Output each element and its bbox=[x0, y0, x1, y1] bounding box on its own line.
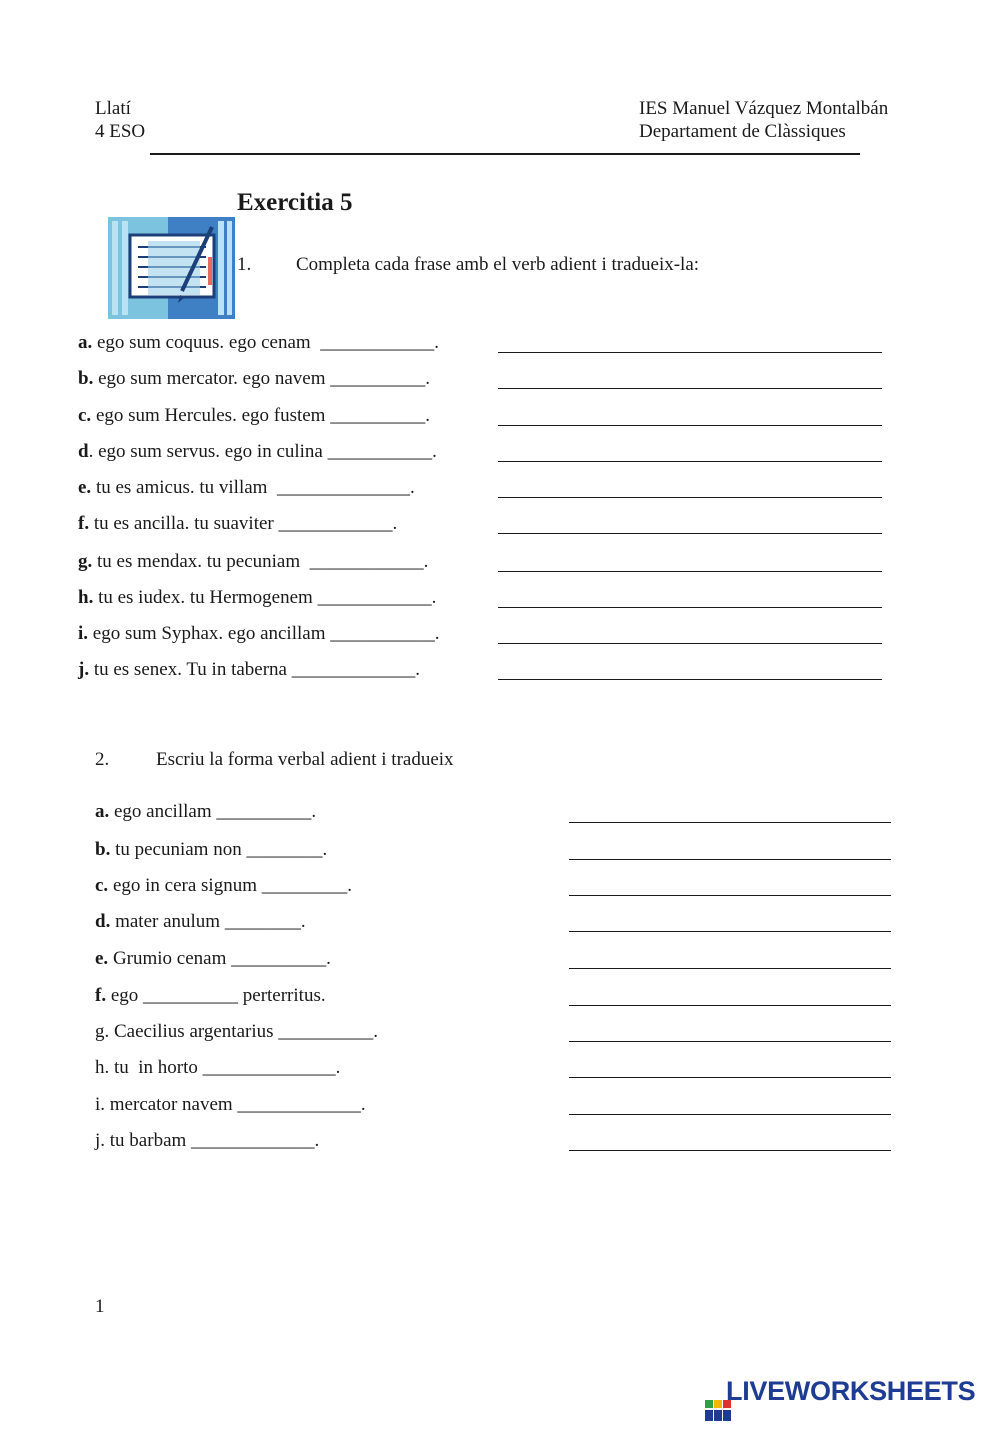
section-1-item bbox=[78, 623, 440, 645]
translation-line[interactable] bbox=[498, 571, 882, 572]
translation-line[interactable] bbox=[569, 1077, 891, 1078]
translation-line[interactable] bbox=[498, 461, 882, 462]
section-2-item bbox=[95, 948, 331, 970]
section-2-item bbox=[95, 985, 326, 1007]
section-2-item bbox=[95, 1021, 378, 1043]
translation-line[interactable] bbox=[498, 533, 882, 534]
translation-line[interactable] bbox=[498, 607, 882, 608]
translation-line[interactable] bbox=[498, 352, 882, 353]
item-sentence: ego in cera signum _________. bbox=[108, 875, 352, 896]
translation-line[interactable] bbox=[569, 859, 891, 860]
section-1-item bbox=[78, 513, 397, 535]
section-1-item bbox=[78, 551, 428, 573]
translation-line[interactable] bbox=[498, 388, 882, 389]
item-letter: b. bbox=[78, 368, 94, 389]
item-sentence: . ego sum servus. ego in culina ___________. bbox=[88, 441, 437, 462]
item-letter: c. bbox=[95, 875, 109, 896]
section-1-item bbox=[78, 405, 430, 427]
item-sentence: tu es senex. Tu in taberna _____________. bbox=[89, 659, 420, 680]
item-sentence: tu es amicus. tu villam ______________. bbox=[91, 477, 415, 498]
item-letter: g. bbox=[78, 551, 93, 572]
section-1-item bbox=[78, 332, 439, 354]
item-sentence: g. Caecilius argentarius __________. bbox=[95, 1021, 379, 1042]
item-sentence: ego sum Syphax. ego ancillam ___________. bbox=[88, 623, 440, 644]
item-sentence: h. tu in horto ______________. bbox=[95, 1057, 341, 1078]
notebook-pencil-icon bbox=[100, 199, 227, 301]
section-1-item bbox=[78, 368, 430, 390]
translation-line[interactable] bbox=[569, 931, 891, 932]
section-1-item bbox=[78, 441, 437, 463]
item-letter: e. bbox=[78, 477, 92, 498]
section-2-instruction: Escriu la forma verbal adient i tradueix bbox=[156, 749, 454, 770]
item-sentence: tu es mendax. tu pecuniam ____________. bbox=[92, 551, 429, 572]
translation-line[interactable] bbox=[569, 1005, 891, 1006]
translation-line[interactable] bbox=[498, 497, 882, 498]
school-name: IES Manuel Vázquez Montalbán bbox=[639, 98, 889, 119]
section-2-number: 2. bbox=[95, 749, 110, 770]
item-sentence: tu es iudex. tu Hermogenem ____________. bbox=[93, 587, 437, 608]
section-1-item bbox=[78, 659, 420, 681]
translation-line[interactable] bbox=[569, 895, 891, 896]
item-letter: h. bbox=[78, 587, 94, 608]
translation-line[interactable] bbox=[498, 679, 882, 680]
item-sentence: mater anulum ________. bbox=[110, 911, 306, 932]
item-sentence: ego sum coquus. ego cenam ____________. bbox=[92, 332, 439, 353]
section-1-instruction: Completa cada frase amb el verb adient i tradueix-la: bbox=[296, 254, 700, 275]
item-sentence: i. mercator navem _____________. bbox=[95, 1094, 366, 1115]
item-sentence: ego __________ perterritus. bbox=[106, 985, 326, 1006]
item-letter: c. bbox=[78, 405, 92, 426]
translation-line[interactable] bbox=[569, 1114, 891, 1115]
section-2-item bbox=[95, 911, 306, 933]
translation-line[interactable] bbox=[498, 643, 882, 644]
item-letter: j. bbox=[78, 659, 90, 680]
item-sentence: Grumio cenam __________. bbox=[108, 948, 331, 969]
exercise-title: Exercitia 5 bbox=[237, 189, 353, 216]
item-sentence: j. tu barbam _____________. bbox=[95, 1130, 320, 1151]
item-letter: f. bbox=[95, 985, 107, 1006]
item-letter: f. bbox=[78, 513, 90, 534]
item-sentence: ego sum Hercules. ego fustem __________. bbox=[91, 405, 430, 426]
translation-line[interactable] bbox=[569, 1041, 891, 1042]
subject-label: Llatí bbox=[95, 98, 131, 119]
page-number: 1 bbox=[95, 1296, 105, 1317]
header-rule bbox=[150, 153, 860, 155]
item-letter: a. bbox=[95, 801, 110, 822]
section-2-item bbox=[95, 839, 327, 861]
course-label: 4 ESO bbox=[95, 121, 146, 142]
section-1-item bbox=[78, 587, 436, 609]
liveworksheets-logo-icon bbox=[697, 1380, 725, 1406]
department-name: Departament de Clàssiques bbox=[639, 121, 846, 142]
item-letter: i. bbox=[78, 623, 89, 644]
section-2-item bbox=[95, 1094, 366, 1116]
item-sentence: ego sum mercator. ego navem __________. bbox=[93, 368, 430, 389]
item-letter: a. bbox=[78, 332, 93, 353]
section-1-item bbox=[78, 477, 415, 499]
section-2-item bbox=[95, 1130, 319, 1152]
section-2-item bbox=[95, 801, 316, 823]
item-sentence: tu es ancilla. tu suaviter ____________. bbox=[89, 513, 398, 534]
liveworksheets-brand[interactable]: LIVEWORKSHEETS bbox=[726, 1376, 976, 1406]
translation-line[interactable] bbox=[569, 822, 891, 823]
translation-line[interactable] bbox=[569, 968, 891, 969]
item-sentence: ego ancillam __________. bbox=[109, 801, 317, 822]
item-letter: b. bbox=[95, 839, 111, 860]
translation-line[interactable] bbox=[498, 425, 882, 426]
section-2-item bbox=[95, 1057, 340, 1079]
item-letter: d bbox=[78, 441, 89, 462]
item-letter: e. bbox=[95, 948, 109, 969]
section-2-item bbox=[95, 875, 352, 897]
section-1-number: 1. bbox=[237, 254, 252, 275]
item-sentence: tu pecuniam non ________. bbox=[110, 839, 328, 860]
translation-line[interactable] bbox=[569, 1150, 891, 1151]
item-letter: d. bbox=[95, 911, 111, 932]
